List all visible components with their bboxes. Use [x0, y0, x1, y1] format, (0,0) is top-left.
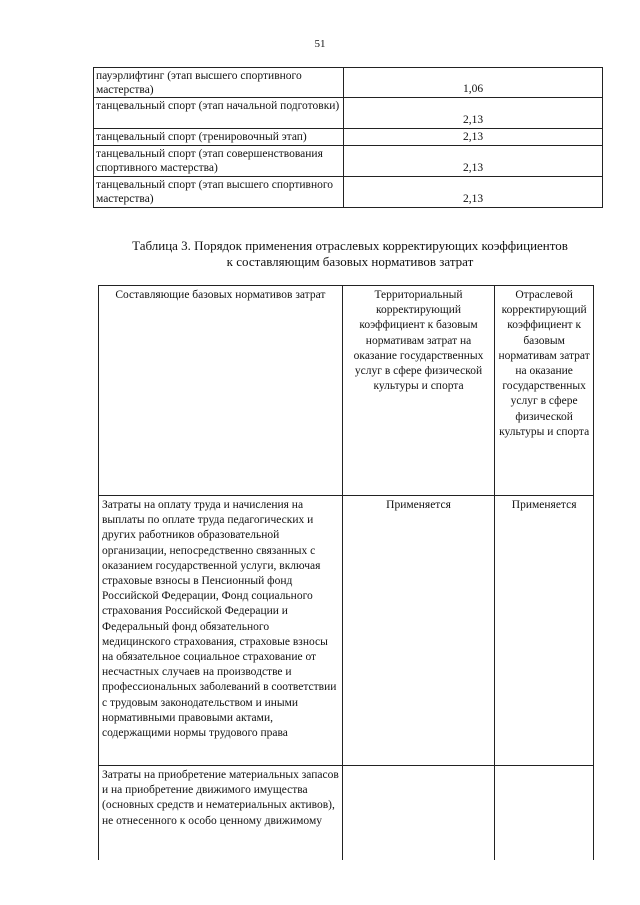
sport-stage-cell: танцевальный спорт (этап начальной подготовки) [94, 98, 344, 129]
page-number: 51 [314, 38, 326, 50]
table-row [94, 177, 603, 208]
table-row [99, 496, 594, 766]
header-sectoral-coefficient: Отраслевой корректирующий коэффициент к базовым нормативам затрат на оказание государственных услуг в сфере физической культуры и спорта [495, 286, 594, 496]
table-row [94, 129, 603, 146]
cost-component-cell: Затраты на оплату труда и начисления на выплаты по оплате труда педагогических и других работников образовательной организации, непосредственно связанных с оказанием государственной услуги, включая страховые взносы в Пенсионный фонд Российской Федерации, Фонд социального страхования Российской Федерации и Федеральный фонд обязательного медицинского страхования, страховые взносы на обязательное социальное страхование от несчастных случаев на производстве и профессиональных заболеваний в соответствии с трудовым законодательством и иными нормативными правовыми актами, содержащими нормы трудового права [99, 496, 343, 766]
sport-stage-cell: танцевальный спорт (тренировочный этап) [94, 129, 344, 146]
coefficient-cell: 2,13 [344, 98, 603, 129]
sport-stage-cell: танцевальный спорт (этап совершенствования спортивного мастерства) [94, 146, 344, 177]
table-row [94, 98, 603, 129]
coefficient-cell: 2,13 [344, 177, 603, 208]
coefficient-cell: 1,06 [344, 68, 603, 98]
territorial-applied-cell: Применяется [342, 496, 494, 766]
table-row [99, 766, 594, 861]
sport-stage-cell: танцевальный спорт (этап высшего спортивного мастерства) [94, 177, 344, 208]
coefficients-application-table [98, 285, 594, 860]
sport-stage-cell: пауэрлифтинг (этап высшего спортивного мастерства) [94, 68, 344, 98]
coefficient-cell: 2,13 [344, 129, 603, 146]
table-row [94, 146, 603, 177]
caption-line-2: к составляющим базовых нормативов затрат [226, 254, 474, 269]
table-header-row [99, 286, 594, 496]
territorial-applied-cell [342, 766, 494, 861]
sectoral-applied-cell [495, 766, 594, 861]
table-caption [60, 238, 640, 270]
sectoral-applied-cell: Применяется [495, 496, 594, 766]
caption-line-1: Таблица 3. Порядок применения отраслевых корректирующих коэффициентов [132, 238, 568, 253]
coefficient-cell: 2,13 [344, 146, 603, 177]
sports-coefficient-table [93, 67, 603, 208]
header-cost-components: Составляющие базовых нормативов затрат [99, 286, 343, 496]
header-territorial-coefficient: Территориальный корректирующий коэффициент к базовым нормативам затрат на оказание государственных услуг в сфере физической культуры и спорта [342, 286, 494, 496]
cost-component-cell: Затраты на приобретение материальных запасов и на приобретение движимого имущества (основных средств и нематериальных активов), не отнесенного к особо ценному движимому [99, 766, 343, 861]
table-row [94, 68, 603, 98]
